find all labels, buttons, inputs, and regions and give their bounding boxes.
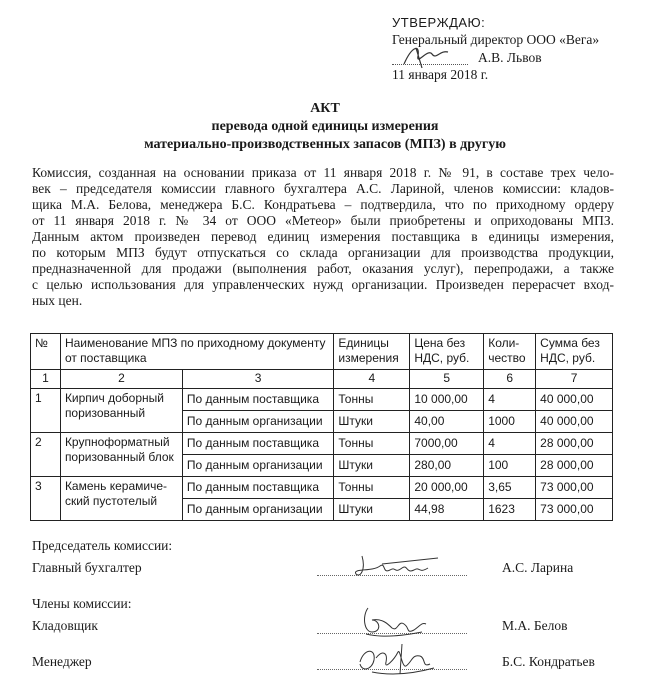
paragraph-line: по которым МПЗ будут отпускаться со склада организации для производства продукции,	[32, 245, 614, 260]
mpz-table	[30, 333, 613, 521]
paragraph-line: предназначенной для продажи (выполнения работ, оказания услуг), перепродажи, а также	[32, 261, 614, 276]
cell-qty: 4	[484, 433, 536, 455]
members-heading: Члены комиссии:	[32, 596, 132, 611]
kondratiev-signature	[342, 638, 452, 678]
header-qty: Коли-чество	[484, 334, 536, 370]
column-number: 1	[31, 370, 61, 389]
paragraph-line: с целью использования для управленческих нужд организации. Произведен перерасчет вход-	[32, 277, 614, 292]
approval-signature-line	[392, 48, 642, 68]
cell-price: 10 000,00	[410, 389, 484, 411]
cell-unit: Штуки	[334, 499, 410, 521]
cell-unit: Тонны	[334, 477, 410, 499]
column-number: 2	[60, 370, 182, 389]
signature-name: М.А. Белов	[502, 618, 568, 633]
column-number: 5	[410, 370, 484, 389]
cell-price: 40,00	[410, 411, 484, 433]
approval-position: Генеральный директор ООО «Вега»	[392, 32, 600, 47]
column-number-row	[31, 370, 613, 389]
cell-unit: Тонны	[334, 433, 410, 455]
approval-date: 11 января 2018 г.	[392, 67, 489, 82]
chair-heading: Председатель комиссии:	[32, 538, 173, 553]
header-unit: Единицы измерения	[334, 334, 410, 370]
cell-price: 280,00	[410, 455, 484, 477]
approval-block	[392, 14, 642, 83]
cell-no: 3	[31, 477, 61, 521]
column-number: 7	[536, 370, 613, 389]
header-price: Цена без НДС, руб.	[410, 334, 484, 370]
table-row	[31, 389, 613, 411]
cell-sum: 28 000,00	[536, 455, 613, 477]
cell-qty: 3,65	[484, 477, 536, 499]
paragraph-line: Комиссия, созданная на основании приказа от 11 января 2018 г. № 91, в составе трех чело-	[32, 165, 614, 180]
doc-subtitle-1: перевода одной единицы измерения	[211, 119, 439, 134]
cell-basis: По данным организации	[182, 411, 334, 433]
cell-name: Камень керамиче-ский пустотелый	[60, 477, 182, 521]
cell-price: 7000,00	[410, 433, 484, 455]
approval-header: УТВЕРЖДАЮ:	[392, 15, 486, 30]
cell-price: 20 000,00	[410, 477, 484, 499]
cell-qty: 1000	[484, 411, 536, 433]
cell-sum: 28 000,00	[536, 433, 613, 455]
cell-qty: 100	[484, 455, 536, 477]
cell-no: 2	[31, 433, 61, 477]
signature-name: Б.С. Кондратьев	[502, 654, 595, 669]
act-paragraph	[32, 165, 614, 309]
cell-name: Кирпич доборный поризованный	[60, 389, 182, 433]
cell-no: 1	[31, 389, 61, 433]
signature-role: Менеджер	[32, 654, 92, 669]
director-signature	[398, 42, 458, 70]
cell-basis: По данным поставщика	[182, 389, 334, 411]
cell-qty: 4	[484, 389, 536, 411]
paragraph-line: от 11 января 2018 г. № 34 от ООО «Метеор» были приобретены и оприходованы МПЗ.	[32, 213, 614, 228]
header-name: Наименование МПЗ по приходному документу от поставщика	[60, 334, 333, 370]
table-row	[31, 477, 613, 499]
cell-sum: 40 000,00	[536, 389, 613, 411]
doc-subtitle-2: материально-производственных запасов (МПЗ) в другую	[144, 137, 506, 152]
signature-row	[32, 560, 622, 580]
cell-unit: Штуки	[334, 411, 410, 433]
cell-sum: 73 000,00	[536, 499, 613, 521]
column-number: 4	[334, 370, 410, 389]
signature-row	[32, 618, 622, 638]
larina-signature	[342, 544, 452, 584]
signature-name: А.С. Ларина	[502, 560, 574, 575]
table-header-row	[31, 334, 613, 370]
signature-row	[32, 654, 622, 674]
header-no: №	[31, 334, 61, 370]
cell-price: 44,98	[410, 499, 484, 521]
cell-sum: 40 000,00	[536, 411, 613, 433]
paragraph-line: ных цен.	[32, 293, 83, 308]
cell-qty: 1623	[484, 499, 536, 521]
cell-unit: Тонны	[334, 389, 410, 411]
cell-basis: По данным организации	[182, 455, 334, 477]
column-number: 6	[484, 370, 536, 389]
paragraph-line: Данным актом произведен перевод единиц измерения поставщика в единицы измерения,	[32, 229, 614, 244]
table-row	[31, 433, 613, 455]
cell-name: Крупноформатный поризованный блок	[60, 433, 182, 477]
column-number: 3	[182, 370, 334, 389]
cell-basis: По данным организации	[182, 499, 334, 521]
cell-sum: 73 000,00	[536, 477, 613, 499]
belov-signature	[342, 602, 452, 642]
paragraph-line: щика М.А. Белова, менеджера Б.С. Кондратьева – подтвердила, что по приходному ордеру	[32, 197, 614, 212]
doc-title: АКТ	[310, 101, 340, 116]
cell-unit: Штуки	[334, 455, 410, 477]
header-sum: Сумма без НДС, руб.	[536, 334, 613, 370]
cell-basis: По данным поставщика	[182, 433, 334, 455]
signature-role: Главный бухгалтер	[32, 560, 142, 575]
approval-signer: А.В. Львов	[478, 50, 542, 65]
cell-basis: По данным поставщика	[182, 477, 334, 499]
signature-role: Кладовщик	[32, 618, 98, 633]
paragraph-line: век – председателя комиссии главного бухгалтера А.С. Лариной, членов комиссии: кладов-	[32, 181, 614, 196]
